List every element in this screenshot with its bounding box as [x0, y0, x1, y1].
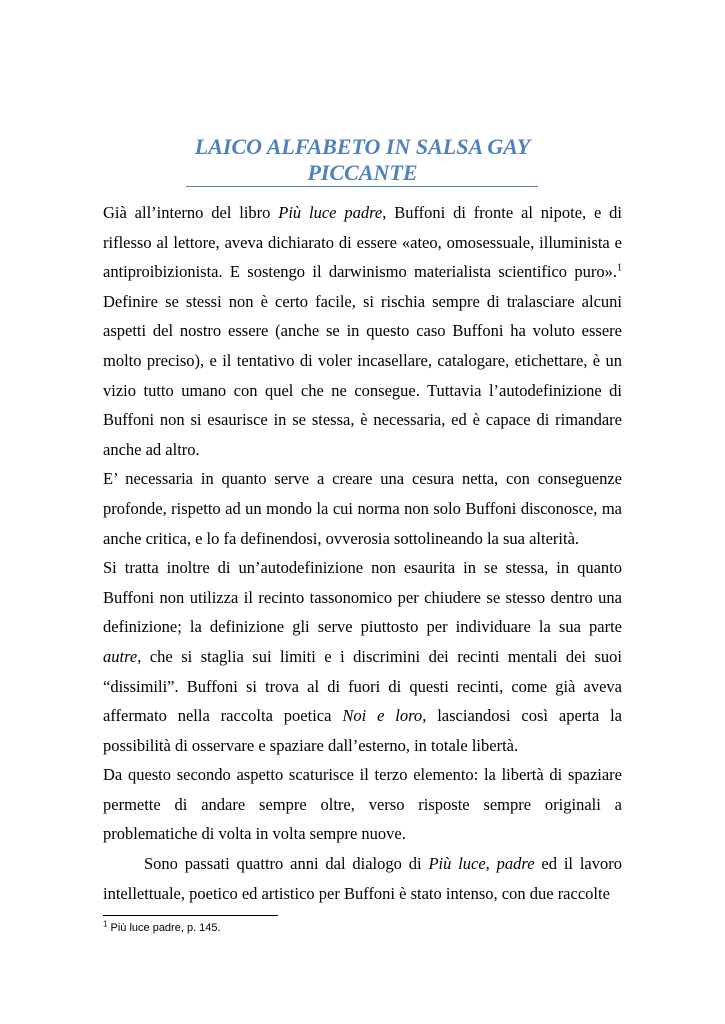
p5-text-a: Sono passati quattro anni dal dialogo di	[144, 854, 429, 874]
p3-italic-autre: autre	[103, 646, 138, 666]
footnote-ref[interactable]: 1	[617, 262, 622, 274]
footnote	[103, 919, 221, 934]
p1-text-d: Definire se stessi non è certo facile, si rischia sempre di tralasciare alcuni aspetti del nostro essere (anche se in questo caso Buffoni ha voluto essere molto preciso), e il tentativo di voler incasellare, catalogare, etichettare, è un vizio tutto umano con quel che ne consegue. Tuttavia l’autodefinizione di Buffoni non si esaurisce in se stessa, è necessaria, ed è capace di rimandare anche ad altro.	[103, 291, 622, 459]
paragraph-4: Da questo secondo aspetto scaturisce il terzo elemento: la libertà di spaziare permette di andare sempre oltre, verso risposte sempre originali a problematiche di volta in volta sempre nuove.	[103, 765, 622, 844]
p1-text-c: , Buffoni di fronte al nipote, e di riflesso al lettore, aveva dichiarato di essere «ateo, omosessuale, illuminista e antiproibizionista. E sostengo il darwinismo materialista scientifico puro».	[103, 203, 623, 282]
body-text	[103, 198, 622, 908]
footnote-number: 1	[103, 919, 108, 929]
title-line-1: LAICO ALFABETO IN SALSA GAY	[194, 134, 531, 159]
p1-text-a: Già all’interno del libro	[103, 203, 279, 222]
p5-text-c: ed il lavoro intellettuale, poetico ed artistico per Buffoni è stato intenso, con due raccolte	[103, 854, 622, 903]
p1-book-title: Più luce padre	[278, 203, 383, 222]
title-line-2: PICCANTE	[307, 160, 418, 185]
p3-book-title: Noi e loro	[342, 706, 423, 726]
p3-text-c: , che si staglia sui limiti e i discrimini dei recinti mentali dei suoi “dissimili”. Buffoni si trova al di fuori di questi recinti, come già aveva affermato nella raccolta poetica	[103, 646, 622, 726]
footnote-text: Più luce padre, p. 145.	[107, 922, 221, 934]
p3-text-a: Si tratta inoltre di un’autodefinizione non esaurita in se stessa, in quanto Buffoni non utilizza il recinto tassonomico per chiudere se stesso dentro una definizione; la definizione gli serve piuttosto per individuare la sua parte	[103, 558, 622, 637]
paragraph-5	[103, 849, 622, 908]
page-title	[160, 134, 565, 186]
p3-text-e: , lasciandosi così aperta la possibilità di osservare e spaziare dall’esterno, in totale libertà.	[103, 706, 622, 755]
paragraph-1	[103, 198, 622, 464]
paragraph-2: E’ necessaria in quanto serve a creare una cesura netta, con conseguenze profonde, rispetto ad un mondo la cui norma non solo Buffoni disconosce, ma anche critica, e lo fa definendosi, ovverosia sottolineando la sua alterità.	[103, 469, 622, 548]
paragraph-3	[103, 553, 622, 760]
p5-book-title: Più luce, padre	[428, 854, 535, 874]
title-divider	[186, 186, 538, 187]
footnote-divider	[103, 915, 278, 916]
